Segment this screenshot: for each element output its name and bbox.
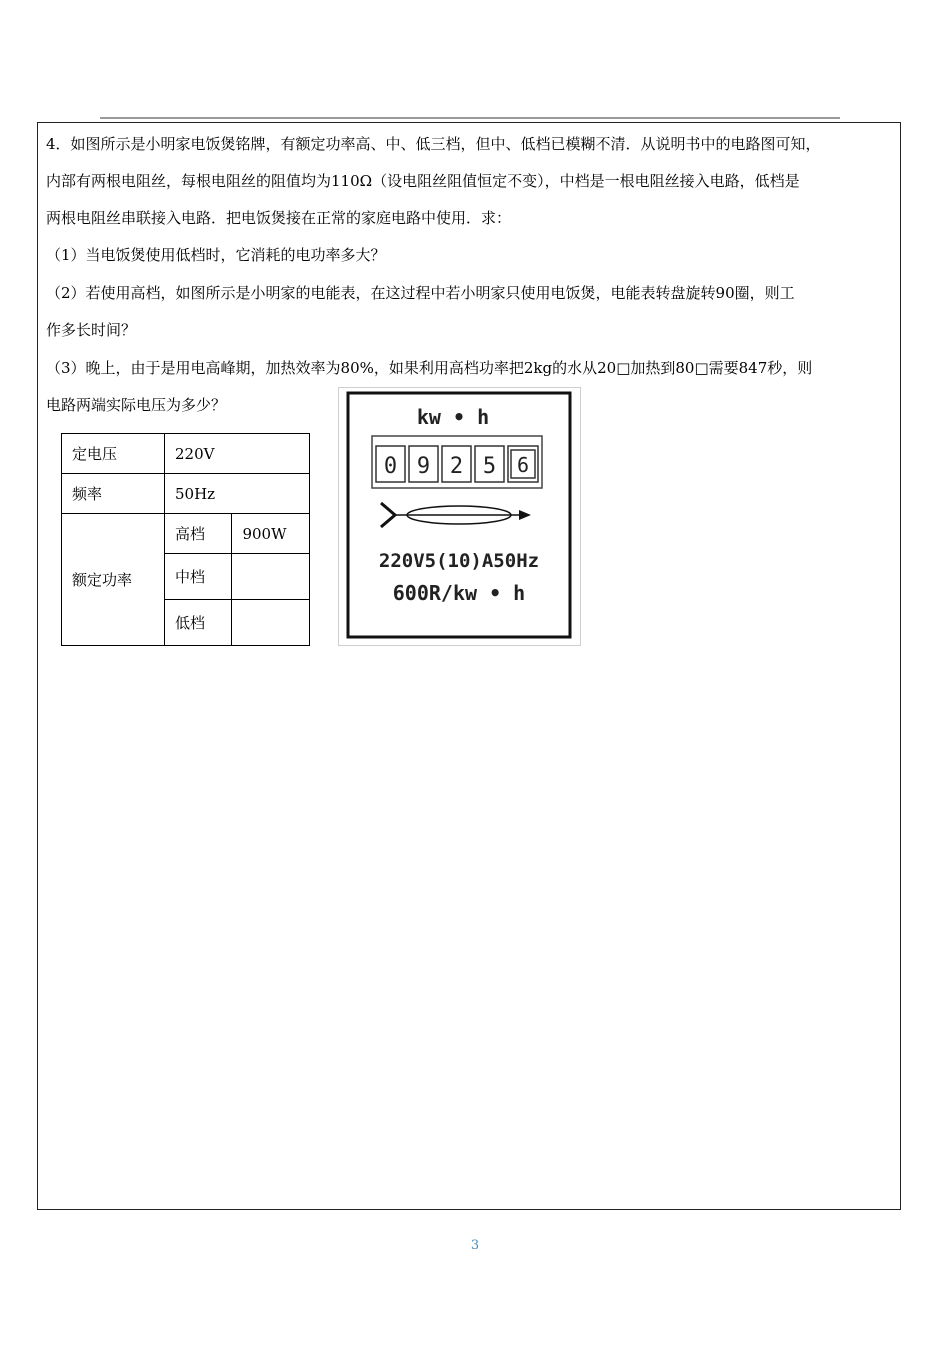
voltage-label: 定电压 (62, 434, 165, 474)
low-label: 低档 (165, 600, 232, 646)
frequency-value: 50Hz (165, 474, 310, 514)
question-line: （3）晚上，由于是用电高峰期，加热效率为80%，如果利用高档功率把2kg的水从20□加热到80□需要847秒，则 (46, 359, 813, 377)
question-line: 电路两端实际电压为多少？ (46, 396, 227, 414)
meter-digit: 9 (416, 454, 431, 479)
meter-digit: 2 (449, 454, 464, 479)
meter-digit: 6 (516, 453, 530, 477)
high-label: 高档 (165, 514, 232, 554)
frequency-label: 频率 (62, 474, 165, 514)
energy-meter-drawing (339, 388, 580, 645)
high-value: 900W (232, 514, 310, 554)
meter-unit: kw • h (416, 405, 490, 429)
question-line: 作多长时间？ (46, 321, 137, 339)
voltage-value: 220V (165, 434, 310, 474)
page-number: 3 (470, 1238, 480, 1253)
mid-label: 中档 (165, 554, 232, 600)
meter-rating: 220V5(10)A50Hz (378, 550, 540, 572)
table-row (62, 434, 310, 474)
question-line: 4．如图所示是小明家电饭煲铭牌，有额定功率高、中、低三档，但中、低档已模糊不清．从说明书中的电路图可知， (46, 135, 821, 153)
question-line: 两根电阻丝串联接入电路．把电饭煲接在正常的家庭电路中使用．求： (46, 209, 512, 227)
question-line: 内部有两根电阻丝，每根电阻丝的阻值均为110Ω（设电阻丝阻值恒定不变），中档是一根电阻丝接入电路，低档是 (46, 172, 800, 190)
power-label: 额定功率 (62, 514, 165, 646)
header-rule (100, 117, 840, 119)
table-row (62, 514, 310, 554)
question-line: （2）若使用高档，如图所示是小明家的电能表，在这过程中若小明家只使用电饭煲，电能表转盘旋转90圈，则工 (46, 284, 795, 302)
mid-value (232, 554, 310, 600)
low-value (232, 600, 310, 646)
question-line: （1）当电饭煲使用低档时，它消耗的电功率多大？ (46, 246, 386, 264)
meter-digit: 0 (383, 454, 398, 479)
meter-constant: 600R/kw • h (392, 581, 526, 605)
table-row (62, 474, 310, 514)
nameplate-table (61, 433, 310, 646)
energy-meter-figure (338, 387, 581, 646)
meter-digit: 5 (482, 454, 497, 479)
